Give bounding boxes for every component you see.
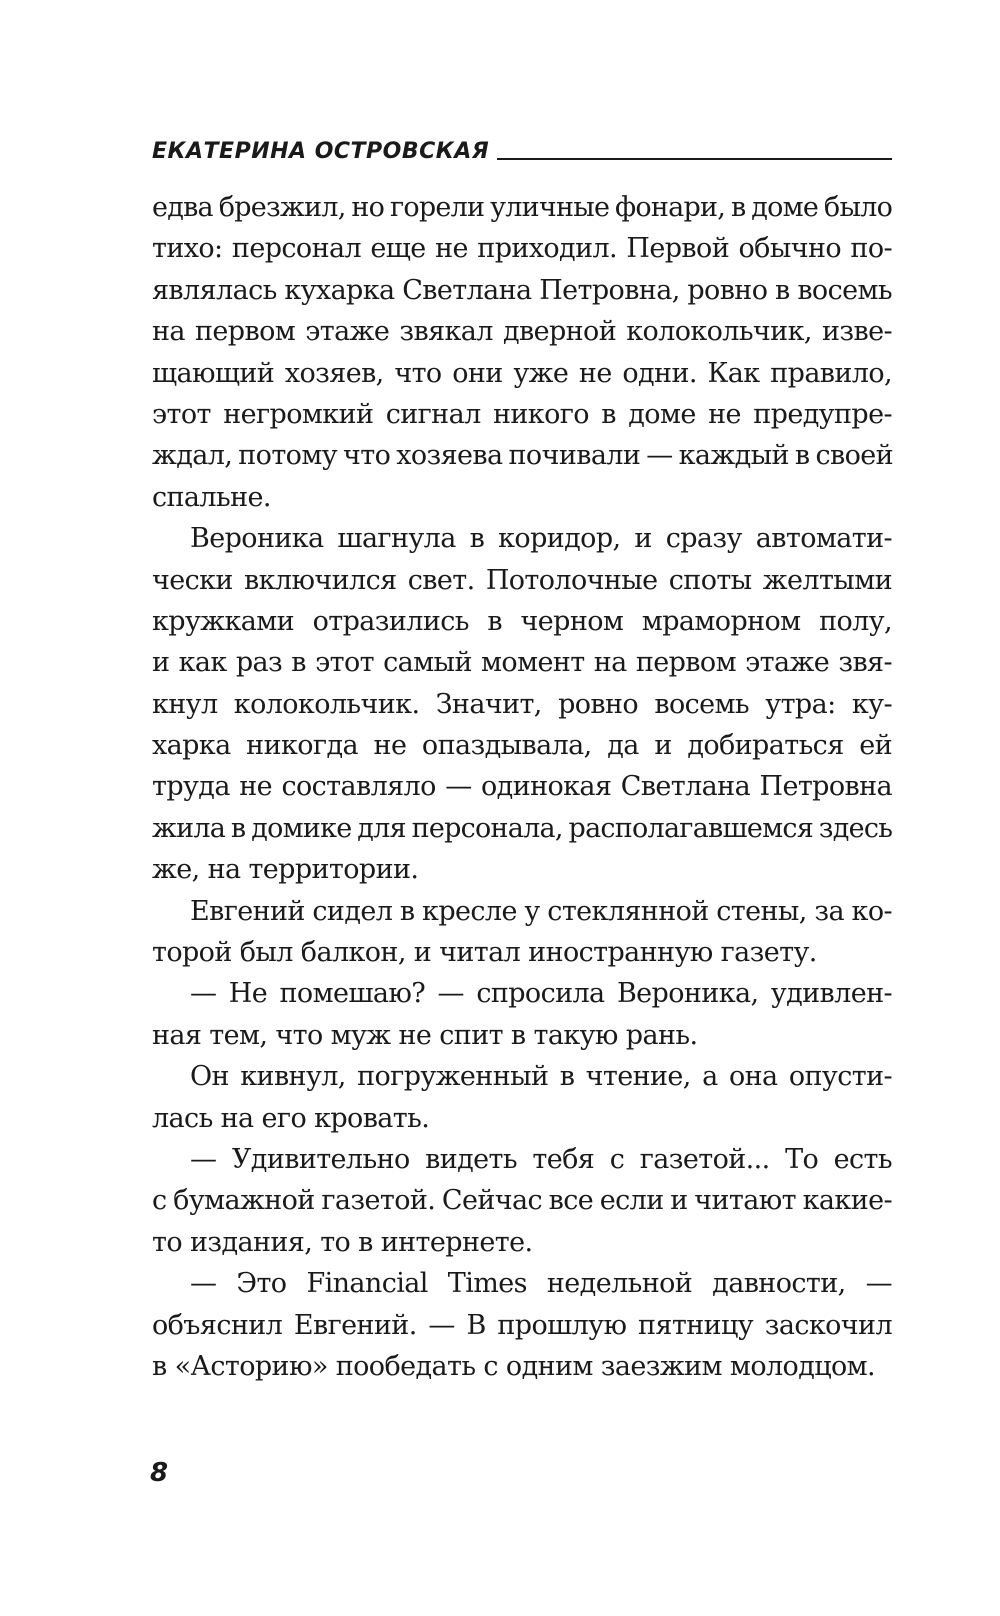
text-line: едва брезжил, но горели уличные фонари, в доме было [152,192,893,223]
text-line: Вероника шагнула в коридор, и сразу автомати- [190,523,892,555]
author-name: ЕКАТЕРИНА ОСТРОВСКАЯ [152,139,490,164]
text-line: жила в домике для персонала, располагавшемся здесь [152,812,893,844]
text-line: спальне. [152,481,271,513]
text-line: с бумажной газетой. Сейчас все если и читают какие- [152,1185,892,1217]
text-line: этот негромкий сигнал никого в доме не предупре- [152,398,892,430]
text-line: торой был балкон, и читал иностранную газету. [152,937,817,969]
text-line: то издания, то в интернете. [152,1226,533,1258]
text-line: — Не помешаю? — спросила Вероника, удивлен- [190,978,892,1010]
text-line: ная тем, что муж не спит в такую рань. [152,1019,698,1051]
text-line: и как раз в этот самый момент на первом этаже звя- [152,647,892,679]
text-line: — Это Financial Times недельной давности, — [190,1268,892,1300]
text-line: же, на территории. [152,854,419,886]
header-rule [497,158,892,160]
text-line: чески включился свет. Потолочные споты желтыми [152,564,892,596]
text-line: тихо: персонал еще не приходил. Первой обычно по- [152,233,892,265]
text-line: труда не составляло — одинокая Светлана Петровна [152,771,892,803]
text-line: щающий хозяев, что они уже не одни. Как правило, [152,357,892,389]
text-line: на первом этаже звякал дверной колокольчик, изве- [152,316,892,348]
text-line: лась на его кровать. [152,1102,430,1134]
body-text [152,187,892,1387]
text-line: Евгений сидел в кресле у стеклянной стены, за ко- [190,895,892,927]
text-line: объяснил Евгений. — В прошлую пятницу заскочил [152,1309,892,1341]
text-line: — Удивительно видеть тебя с газетой... То есть [190,1143,892,1175]
text-line: кружками отразились в черном мраморном полу, [152,605,892,637]
text-line: кнул колокольчик. Значит, ровно восемь утра: ку- [152,688,892,720]
text-line: являлась кухарка Светлана Петровна, ровно в восемь [152,274,892,306]
text-line: харка никогда не опаздывала, да и добираться ей [152,730,892,762]
text-line: в «Асторию» пообедать с одним заезжим молодцом. [152,1350,876,1382]
text-line: ждал, потому что хозяева почивали — каждый в своей [152,440,894,472]
running-header [152,134,892,166]
page-number: 8 [150,1458,169,1488]
text-line: Он кивнул, погруженный в чтение, а она опусти- [190,1061,892,1093]
